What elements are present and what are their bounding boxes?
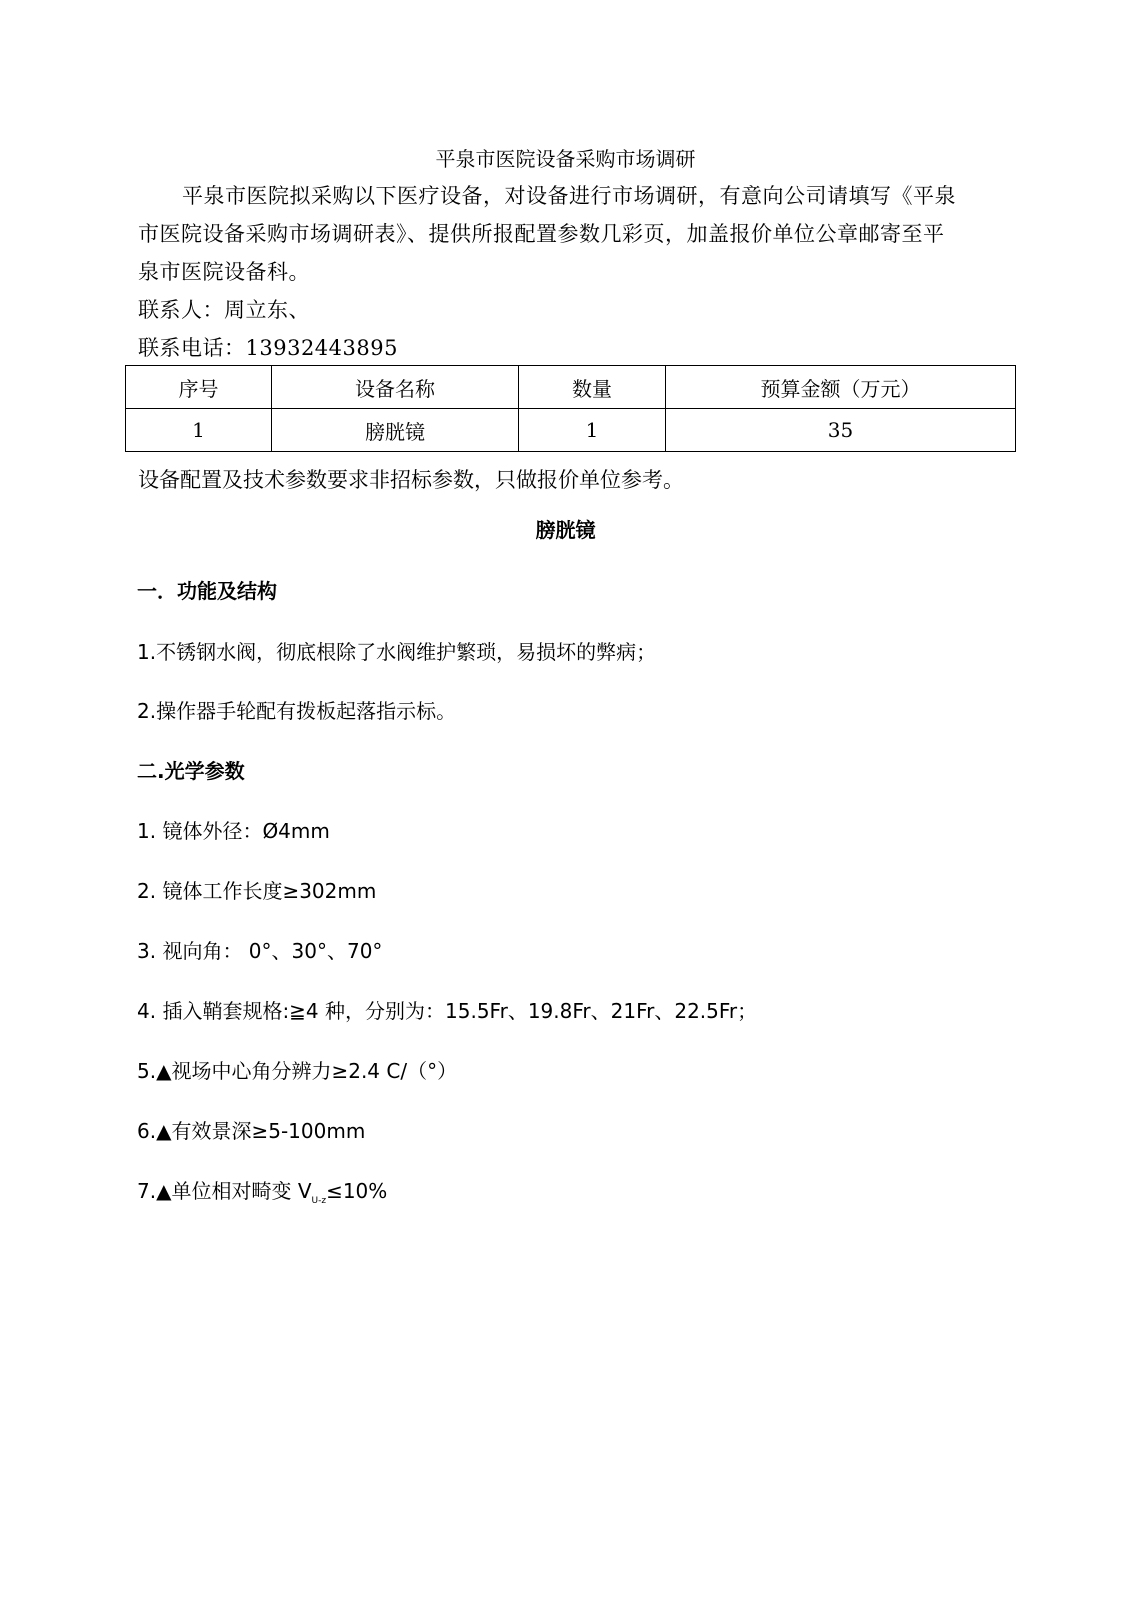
contact-person: 联系人：周立东、: [138, 298, 310, 322]
distortion-value: ≤10%: [326, 1179, 388, 1203]
list-item: 1. 镜体外径：Ø4mm: [137, 819, 330, 843]
header-cell-name: 设备名称: [272, 366, 519, 409]
note-text: 设备配置及技术参数要求非招标参数，只做报价单位参考。: [138, 468, 684, 492]
intro-line-2: 市医院设备采购市场调研表》、提供所报配置参数几彩页，加盖报价单位公章邮寄至平: [138, 222, 945, 246]
cell-index: 1: [126, 409, 272, 452]
header-cell-quantity: 数量: [519, 366, 666, 409]
list-item: 2. 镜体工作长度≥302mm: [137, 879, 377, 903]
intro-line-3: 泉市医院设备科。: [138, 260, 310, 284]
intro-line-1: 平泉市医院拟采购以下医疗设备，对设备进行市场调研，有意向公司请填写《平泉: [182, 184, 956, 208]
list-item: [137, 1175, 387, 1206]
product-title: 膀胱镜: [535, 518, 596, 542]
list-item: 6.▲有效景深≥5-100mm: [137, 1119, 366, 1143]
cell-budget: 35: [666, 409, 1016, 452]
distortion-subscript: U-z: [311, 1196, 327, 1206]
table-header-row: [126, 366, 1016, 409]
list-item: 1.不锈钢水阀，彻底根除了水阀维护繁琐，易损坏的弊病；: [137, 640, 657, 664]
distortion-label: 7.▲单位相对畸变 V: [137, 1179, 312, 1203]
list-item: 2.操作器手轮配有拨板起落指示标。: [137, 699, 457, 723]
list-item: 3. 视向角： 0°、30°、70°: [137, 939, 383, 963]
list-item: 4. 插入鞘套规格:≧4 种，分别为：15.5Fr、19.8Fr、21Fr、22.5Fr；: [137, 999, 758, 1023]
budget-table: [125, 365, 1016, 452]
contact-phone: 联系电话：13932443895: [138, 336, 398, 360]
table-row: [126, 409, 1016, 452]
cell-quantity: 1: [519, 409, 666, 452]
list-item: 5.▲视场中心角分辨力≥2.4 C/（°）: [137, 1059, 458, 1083]
page-title: 平泉市医院设备采购市场调研: [435, 147, 696, 171]
header-cell-budget: 预算金额（万元）: [666, 366, 1016, 409]
section-heading-function: 一．功能及结构: [137, 579, 277, 603]
section-heading-optics: 二.光学参数: [137, 759, 245, 783]
header-cell-index: 序号: [126, 366, 272, 409]
cell-name: 膀胱镜: [272, 409, 519, 452]
